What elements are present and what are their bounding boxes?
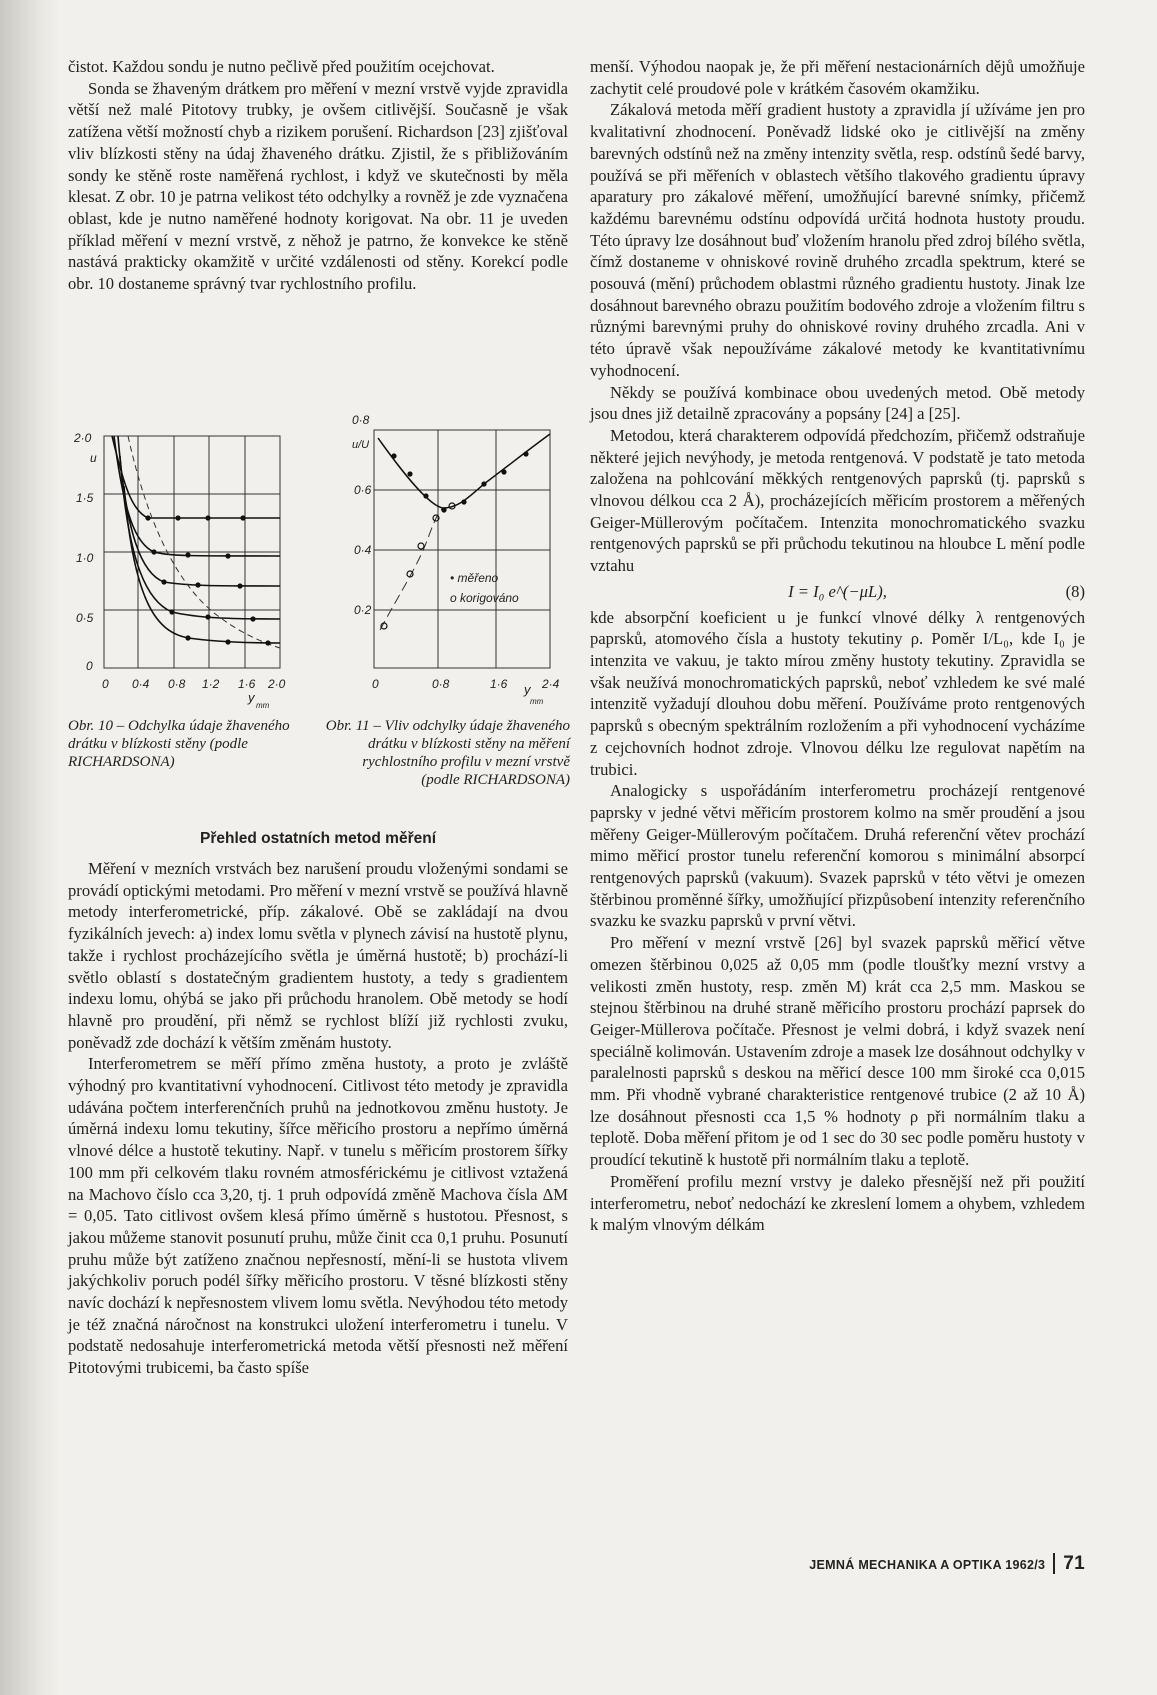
fig10-x-tick: 2·0 [268,677,286,691]
fig10-y-label: u [90,451,97,465]
paragraph: Měření v mezních vrstvách bez narušení proudu vloženými sondami se provádí optickými metodami. Pro měření v mezní vrstvě se používá hlavně metody interferometrické, příp. zákalové. Obě se zakládají na dvou fyzikálních jevech: a) index lomu světla v plynech závisí na hustotě plynu, takže i rychlost procházejícího světla je úměrná hustotě; b) prochází-li světlo oblastí s dostatečným gradientem hustoty, a tedy s gradientem indexu lomu, ohýbá se jako při průchodu hranolem. Obě metody se hodí hlavně pro proudění, při němž se rychlost blíží již rychlosti zvuku, poněvadž zde dochází k větším změnám hustoty. [68,859,568,1052]
fig11-y-tick: 0·4 [354,543,372,557]
paragraph: Pro měření v mezní vrstvě [26] byl svazek paprsků měřicí větve omezen štěrbinou 0,025 až 0,05 mm (podle tloušťky mezní vrstvy a velikosti změn hustoty, resp. změn M) krát cca 2,5 mm. Maskou se stejnou štěrbinou na druhé straně měřicího prostoru prochází paprsek do Geiger-Müllerova počítače. Přesnost je velmi dobrá, i když svazek není speciálně kolimován. Ustavením zdroje a masek lze dosáhnout odchylky v paralelnosti paprsků s deskou na měřicí desce 100 mm široké cca 0,015 mm. Při vhodně vybrané charakteristice rentgenové trubice (2 až 10 Å) lze dosáhnout přesnosti cca 1,5 % hodnoty ρ při normálním tlaku a teplotě. Doba měření přitom je od 1 sec do 30 sec podle poměru hustoty v proudící tekutině k hustotě při normálním tlaku a teplotě. [590,933,1085,1170]
fig11-y-tick: 0·6 [354,483,372,497]
paragraph: Interferometrem se měří přímo změna hustoty, a proto je zvláště výhodný pro kvantitativní vyhodnocení. Citlivost této metody je zpravidla udávána počtem interferenčních pruhů na jednotkovou změnu hustoty. Je úměrná indexu lomu tekutiny, šířce měřicího prostoru a nepřímo úměrná vlnové délce a hustotě tekutiny. Např. v tunelu s měřicím prostorem šířky 100 mm při celkovém tlaku rovném atmosférickému je citlivost vztažená na Machovo číslo cca 3,20, tj. 1 pruh odpovídá změně Machova čísla ΔM = 0,05. Tato citlivost ovšem klesá přímo úměrně s hustotou. Přesnost, s jakou můžeme stanovit posunutí pruhu, může činit cca 0,1 pruhu. Posunutí pruhu může být zatíženo značnou nepřesností, mění-li se hustota vlivem jakýchkoliv poruch podél šířky měřicího prostoru. V těsné blízkosti stěny navíc dochází k nepřesnostem vlivem lomu světla. Nevýhodou této metody je též značná náročnost na konstrukci uložení interferometru i tunelu. V podstatě nedosahuje interferometrická metoda větší přesnosti než měření Pitotovými trubicemi, ba často spíše [68,1054,568,1378]
paragraph: čistot. Každou sondu je nutno pečlivě před použitím ocejchovat. [68,57,495,76]
equation [590,581,1085,603]
figure-10 [73,431,286,710]
fig11-x-tick: 2·4 [542,677,560,691]
fig10-y-tick: 1·0 [76,551,94,565]
figure-10-caption: Obr. 10 – Odchylka údaje žhaveného drátku v blízkosti stěny (podle RICHARDSONA) [68,718,290,770]
fig11-x-tick: 0 [372,677,379,691]
fig11-x-label: y [524,682,531,697]
figure-11-caption: Obr. 11 – Vliv odchylky údaje žhaveného drátku v blízkosti stěny na měření rychlostního profilu v mezní vrstvě (podle RICHARDSONA) [325,718,570,788]
fig10-y-tick: 0·5 [76,611,94,625]
paragraph: Analogicky s uspořádáním interferometru procházejí rentgenové paprsky v jedné větvi měřicím prostorem kolmo na směr proudění a jsou měřeny Geiger-Müllerovým počítačem. Druhá referenční větev prochází mimo měřicí prostor tunelu referenční komorou s minimální absorpcí rentgenových paprsků (vakuum). Svazek paprsků v této větvi je omezen štěrbinou proměnné šířky, umožňující přizpůsobení intenzity referenčního svazku ke svazku paprsků v první větvi. [590,781,1085,931]
left-column-bottom [68,858,568,1379]
fig11-y-tick: 0·2 [354,603,372,617]
page-footer [809,1553,1085,1575]
fig10-y-tick: 2·0 [74,431,92,445]
paragraph: Sonda se žhaveným drátkem pro měření v mezní vrstvě vyjde zpravidla větší než malé Pitotovy trubky, je ovšem citlivější. Současně je však zatížena větší možností chyb a rizikem porušení. Richardson [23] zjišťoval vliv blízkosti stěny na údaj žhaveného drátku. Zjistil, že s přibližováním sondy ke stěně roste naměřená rychlost, i když ve skutečnosti by měla klesat. Z obr. 10 je patrna velikost této odchylky a rovněž je zde vyznačena oblast, kde je nutno naměřené hodnoty korigovat. Na obr. 11 je uveden příklad měření v mezní vrstvě, z něhož je patrno, že konvekce ke stěně nastává prakticky okamžitě v určité vzdálenosti od stěny. Korekcí podle obr. 10 dostaneme správný tvar rychlostního profilu. [68,78,568,294]
equation-body: I = I₀ e^(−μL), [788,581,887,601]
section-title: Přehled ostatních metod měření [200,830,436,847]
fig11-y-label: u/U [352,439,370,451]
fig11-x-tick: 1·6 [490,677,508,691]
legend-measured: • měřeno [450,571,499,585]
equation-number: (8) [1065,581,1085,601]
fig10-x-tick: 0 [102,677,109,691]
fig10-x-tick: 0·4 [132,677,150,691]
right-column [590,56,1085,1236]
fig10-x-tick: 1·2 [202,677,220,691]
paragraph: kde absorpční koeficient u je funkcí vlnové délky λ rentgenových paprsků, atomového čísla a hustoty tekutiny ρ. Poměr I/L₀, kde I₀ je intenzita ve vakuu, je takto mírou změny hustoty tekutiny. Zpravidla se však neužívá monochromatických paprsků, neboť vzhledem ke své malé intenzitě vyžadují dlouhou dobu měření. Používáme proto rentgenových paprsků s obecným spektrálním rozložením a při vyhodnocení vycházíme z cejchovních hodnot zdroje. Vlnovou délku lze regulovat napětím na trubici. [590,607,1085,779]
page-binding-shadow [0,0,60,1695]
fig10-x-tick: 1·6 [238,677,256,691]
fig10-x-tick: 0·8 [168,677,186,691]
fig10-y-tick: 1·5 [76,491,94,505]
fig10-y-tick: 0 [86,659,93,673]
left-column-top [68,56,568,295]
fig11-x-unit: mm [530,697,544,706]
paragraph: Zákalová metoda měří gradient hustoty a zpravidla jí užíváme jen pro kvalitativní zhodnocení. Poněvadž lidské oko je citlivější na změny barevných odstínů než na změny intenzity světla, resp. odstínů šedé barvy, používá se při měřeních v oblastech většího tlakového gradientu úpravy aparatury pro zákalové měření, umožňující barevné snímky, přičemž každému barevnému odstínu odpovídá určitá hodnota hustoty proudu. Této úpravy lze dosáhnout buď vložením hranolu před zdroj bílého světla, čímž dostaneme v ohniskové rovině druhého zrcadla spektrum, které se posouvá (mění) průchodem oblastmi různého gradientu hustoty. Jinak lze dosáhnout barevného obrazu použitím bodového zdroje a vložením filtru s různými barevnými pruhy do ohniskové roviny druhého zrcadla. Ani v této úpravě však nepoužíváme zákalové metody ke kvantitativnímu vyhodnocení. [590,100,1085,380]
fig10-x-unit: mm [256,701,270,710]
fig10-x-label: y [248,690,255,705]
page-number: 71 [1053,1553,1085,1574]
journal-name: JEMNÁ MECHANIKA A OPTIKA 1962/3 [809,1558,1046,1572]
paragraph: Proměření profilu mezní vrstvy je daleko přesnější než při použití interferometru, neboť nedochází ke zkreslení lomem a ohybem, vzhledem k malým vlnovým délkám [590,1171,1085,1235]
fig11-x-tick: 0·8 [432,677,450,691]
paragraph: Někdy se používá kombinace obou uvedených metod. Obě metody jsou dnes již detailně zpracovány a popsány [24] a [25]. [590,382,1085,424]
legend-corrected: o korigováno [450,591,519,605]
fig11-y-tick: 0·8 [352,413,370,427]
figure-11 [352,413,560,706]
paragraph: menší. Výhodou naopak je, že při měření nestacionárních dějů umožňuje zachytit celé proudové pole v krátkém časovém okamžiku. [590,57,1085,98]
paragraph: Metodou, která charakterem odpovídá předchozím, přičemž odstraňuje některé jejich nevýhody, je metoda rentgenová. V podstatě je tato metoda založena na pohlcování měkkých rentgenových paprsků (tj. paprsků s vlnovou délkou cca 2 Å), procházejících měřicím prostorem a měřených Geiger-Müllerovým počítačem. Intenzita monochromatického svazku rentgenových paprsků se při průchodu tekutinou na hloubce L mění podle vztahu [590,425,1085,576]
